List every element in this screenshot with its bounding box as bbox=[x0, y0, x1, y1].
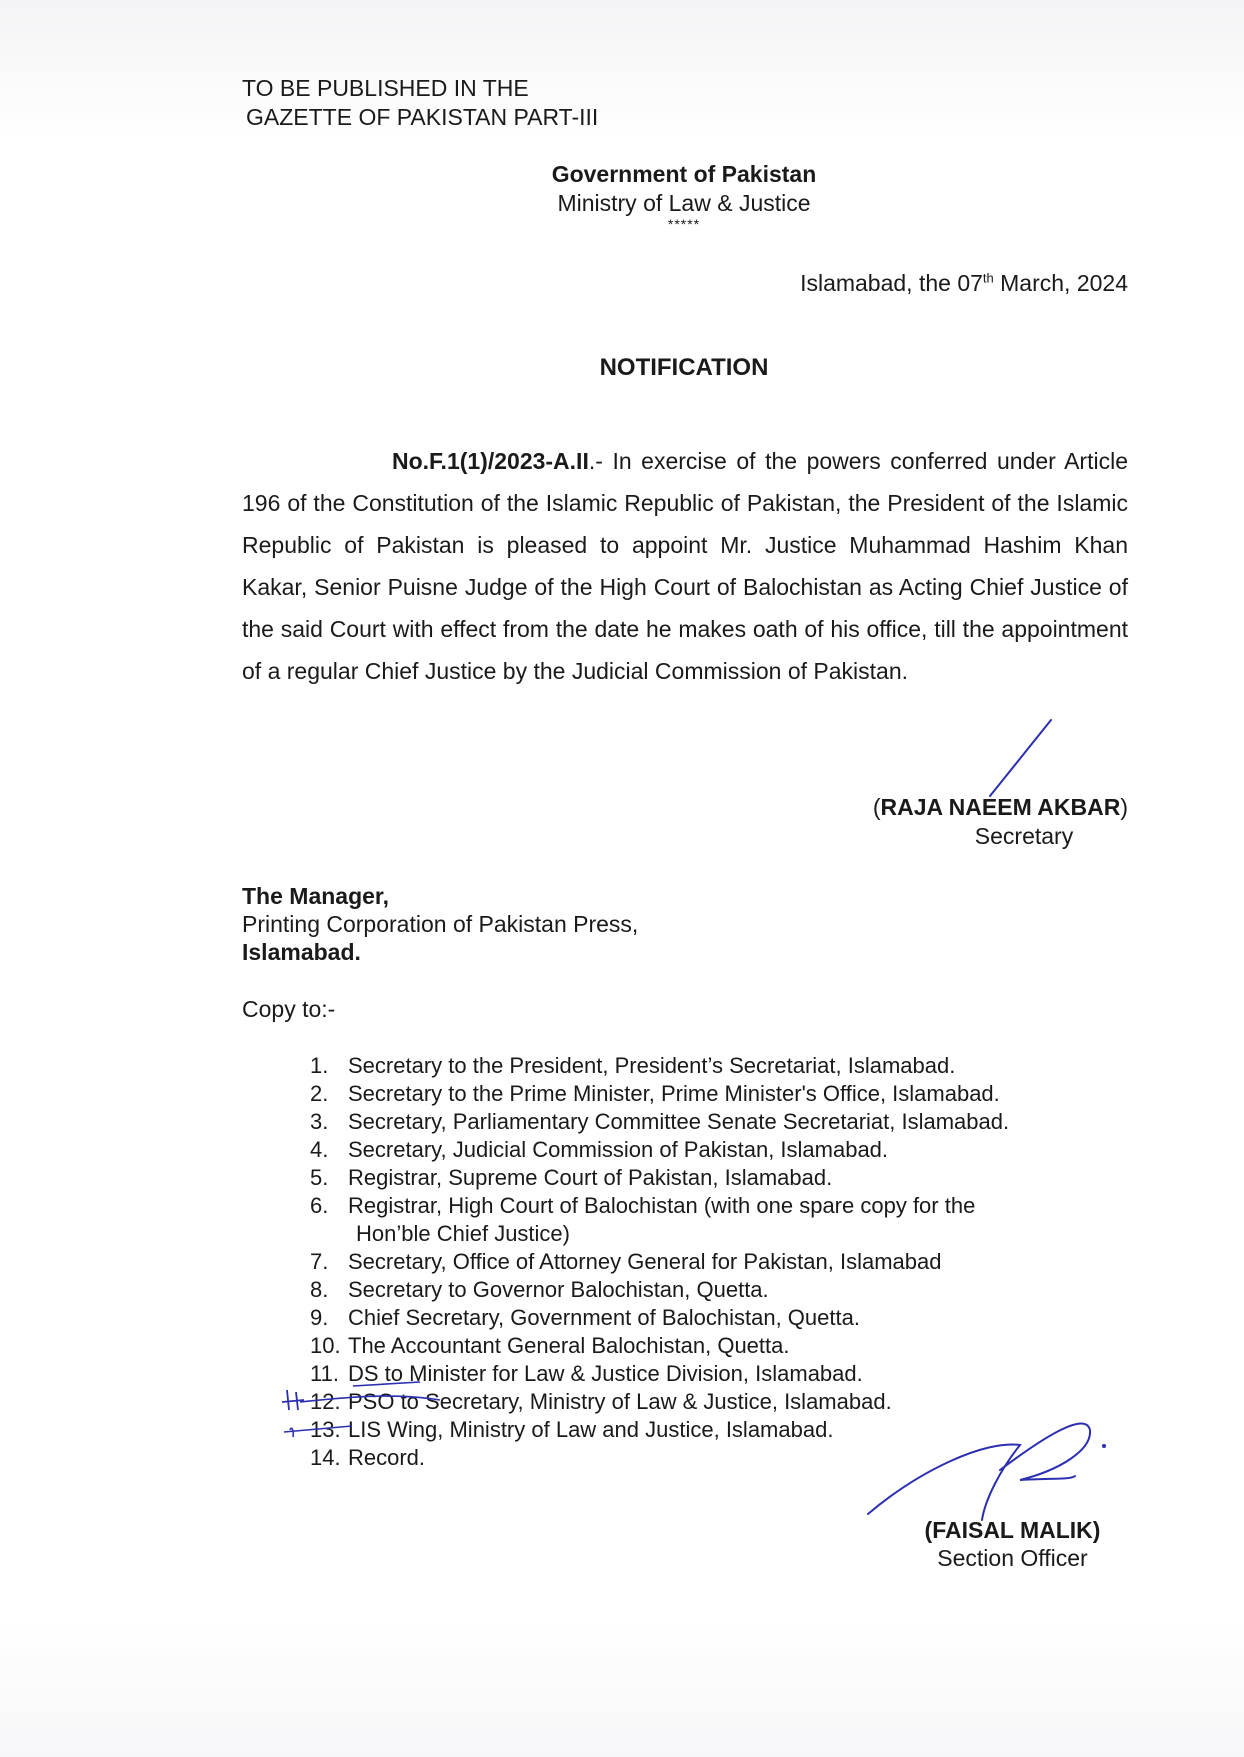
addressee-line-3: Islamabad. bbox=[242, 939, 361, 965]
copy-list-text: PSO to Secretary, Ministry of Law & Justice, Islamabad. bbox=[348, 1389, 892, 1414]
copy-list-continuation: Hon’ble Chief Justice) bbox=[356, 1221, 570, 1246]
date-ordinal-suffix: th bbox=[982, 270, 994, 286]
copy-list-text: Secretary, Office of Attorney General for Pakistan, Islamabad bbox=[348, 1249, 942, 1274]
copy-list-number: 9. bbox=[310, 1305, 329, 1330]
copy-list-number: 11. bbox=[310, 1361, 339, 1386]
section-officer-signature bbox=[868, 1424, 1090, 1520]
copy-list-number: 2. bbox=[310, 1081, 329, 1106]
copy-list-text: Registrar, Supreme Court of Pakistan, Islamabad. bbox=[348, 1165, 833, 1190]
copy-list-text: LIS Wing, Ministry of Law and Justice, Islamabad. bbox=[348, 1417, 834, 1442]
body-text: .- In exercise of the powers conferred under Article 196 of the Constitution of the Islamic Republic of Pakistan, the President of the Islamic Republic of Pakistan is pleased to appoint Mr. Justice Muhammad Hashim Khan Kakar, Senior Puisne Judge of the High Court of Balochistan as Acting Chief Justice of the said Court with effect from the date he makes oath of his office, till the appointment of a regular Chief Justice by the Judicial Commission of Pakistan. bbox=[242, 448, 1128, 684]
name-open-paren: ( bbox=[872, 794, 881, 820]
gazette-line-1: TO BE PUBLISHED IN THE bbox=[242, 75, 529, 101]
secretary-name-text: RAJA NAEEM AKBAR bbox=[880, 794, 1121, 820]
page-title: NOTIFICATION bbox=[599, 354, 769, 381]
date-prefix: Islamabad, the 07 bbox=[800, 270, 983, 296]
copy-list-text: Secretary, Judicial Commission of Pakistan, Islamabad. bbox=[348, 1137, 889, 1162]
copy-list-number: 1. bbox=[310, 1053, 329, 1078]
name-close-paren: ) bbox=[1120, 794, 1128, 820]
copy-list-number: 12. bbox=[310, 1389, 341, 1414]
copy-list-number: 6. bbox=[310, 1193, 329, 1218]
item-12-tick bbox=[282, 1390, 304, 1410]
copy-list-number: 5. bbox=[310, 1165, 329, 1190]
signature-dot bbox=[1102, 1444, 1106, 1448]
copy-list-text: Secretary to the President, President’s Secretariat, Islamabad. bbox=[348, 1053, 956, 1078]
item-12-strike bbox=[300, 1396, 440, 1402]
copy-list-number: 7. bbox=[310, 1249, 329, 1274]
copy-list-text: The Accountant General Balochistan, Quetta. bbox=[348, 1333, 790, 1358]
copy-list-number: 14. bbox=[310, 1445, 341, 1470]
date-rest: March, 2024 bbox=[993, 270, 1128, 296]
copy-list-text: Record. bbox=[348, 1445, 426, 1470]
secretary-signature-stroke bbox=[990, 720, 1051, 796]
copy-list-text: Secretary to the Prime Minister, Prime Minister's Office, Islamabad. bbox=[348, 1081, 1000, 1106]
ministry-title: Ministry of Law & Justice bbox=[557, 190, 811, 216]
government-title: Government of Pakistan bbox=[551, 161, 817, 187]
copy-list-number: 4. bbox=[310, 1137, 329, 1162]
copy-list-number: 8. bbox=[310, 1277, 329, 1302]
section-officer-name: (FAISAL MALIK) bbox=[924, 1517, 1101, 1543]
secretary-designation: Secretary bbox=[974, 823, 1074, 849]
copy-list-text: Registrar, High Court of Balochistan (with one spare copy for the bbox=[348, 1193, 976, 1218]
copy-list-text: Chief Secretary, Government of Balochistan, Quetta. bbox=[348, 1305, 860, 1330]
section-officer-designation: Section Officer bbox=[937, 1545, 1088, 1571]
copy-list-text: Secretary to Governor Balochistan, Quetta. bbox=[348, 1277, 769, 1302]
copy-to-label: Copy to:- bbox=[242, 996, 336, 1022]
copy-list-number: 13. bbox=[310, 1417, 341, 1442]
item-13-tick bbox=[284, 1426, 352, 1437]
addressee-line-2: Printing Corporation of Pakistan Press, bbox=[242, 911, 639, 937]
header-separator: ***** bbox=[667, 216, 701, 232]
addressee-line-1: The Manager, bbox=[242, 883, 389, 909]
reference-number: No.F.1(1)/2023-A.II bbox=[392, 448, 589, 474]
copy-list-text: DS to Minister for Law & Justice Division, Islamabad. bbox=[348, 1361, 863, 1386]
copy-list-number: 10. bbox=[310, 1333, 341, 1358]
item-11-strike bbox=[353, 1382, 420, 1386]
copy-list-text: Secretary, Parliamentary Committee Senate Secretariat, Islamabad. bbox=[348, 1109, 1010, 1134]
gazette-line-2: GAZETTE OF PAKISTAN PART-III bbox=[246, 104, 599, 130]
copy-list-number: 3. bbox=[310, 1109, 329, 1134]
